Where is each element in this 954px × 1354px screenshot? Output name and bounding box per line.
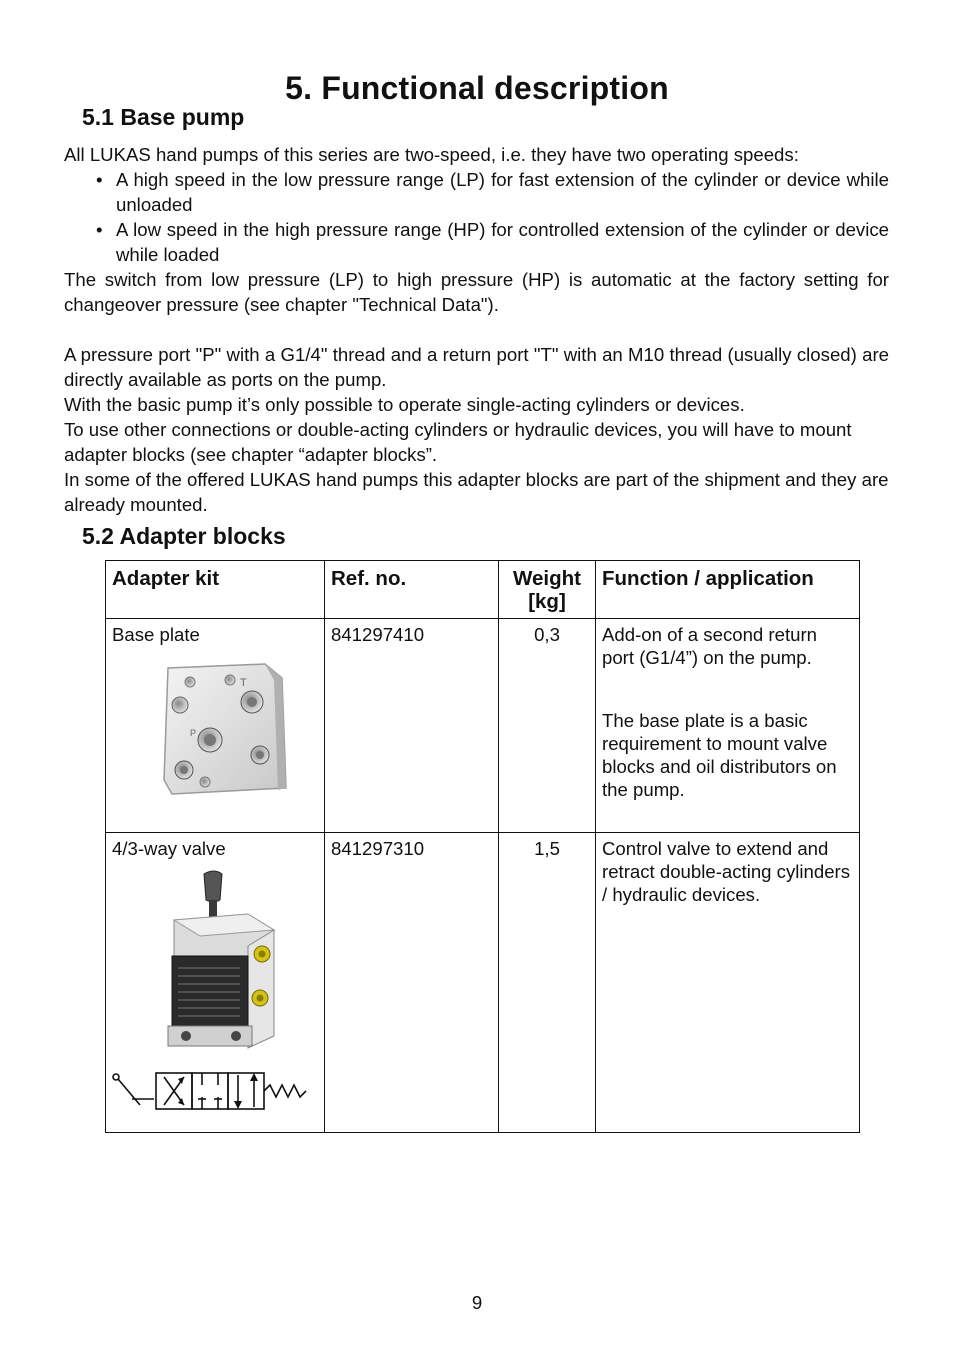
cell-function bbox=[596, 833, 860, 1133]
paragraph-changeover: The switch from low pressure (LP) to high pressure (HP) is automatic at the factory setting for changeover pressure (see chapter "Technical Data"). bbox=[64, 269, 889, 315]
section-title-adapter-blocks: 5.2 Adapter blocks bbox=[82, 523, 286, 549]
table-header-row bbox=[106, 561, 860, 619]
column-header-weight: Weight [kg] bbox=[499, 561, 596, 619]
port-label-p: P bbox=[190, 728, 197, 738]
cell-ref-no: 841297410 bbox=[325, 619, 499, 833]
column-header-ref-no: Ref. no. bbox=[325, 561, 499, 619]
function-text: Control valve to extend and retract double-acting cylinders / hydraulic devices. bbox=[602, 838, 851, 905]
cell-adapter-kit bbox=[106, 833, 325, 1133]
column-header-function: Function / application bbox=[596, 561, 860, 619]
kit-name: 4/3-way valve bbox=[112, 838, 226, 859]
cell-weight: 1,5 bbox=[499, 833, 596, 1133]
page-number: 9 bbox=[471, 1292, 483, 1313]
paragraph-adapter-blocks: To use other connections or double-acting cylinders or hydraulic devices, you will have to mount adapter blocks (see chapter “adapter blocks”. bbox=[64, 419, 852, 465]
adapter-table bbox=[105, 560, 860, 1133]
cell-adapter-kit bbox=[106, 619, 325, 833]
table-row bbox=[106, 833, 860, 1133]
cell-function bbox=[596, 619, 860, 833]
section-title-base-pump: 5.1 Base pump bbox=[82, 104, 245, 130]
cell-weight: 0,3 bbox=[499, 619, 596, 833]
intro-paragraph: All LUKAS hand pumps of this series are two-speed, i.e. they have two operating speeds: bbox=[64, 144, 799, 165]
base-plate-image bbox=[160, 660, 290, 800]
hydraulic-valve-symbol bbox=[112, 1069, 312, 1115]
table-row bbox=[106, 619, 860, 833]
port-label-t: T bbox=[240, 677, 247, 689]
bullet-text: A low speed in the high pressure range (HP) for controlled extension of the cylinder or device while loaded bbox=[116, 219, 889, 265]
column-header-adapter-kit: Adapter kit bbox=[106, 561, 325, 619]
bullet-text: A high speed in the low pressure range (LP) for fast extension of the cylinder or device while unloaded bbox=[116, 169, 889, 215]
function-text: The base plate is a basic requirement to mount valve blocks and oil distributors on the pump. bbox=[602, 710, 837, 800]
page-title: 5. Functional description bbox=[285, 70, 669, 106]
four-three-way-valve-image bbox=[156, 866, 286, 1051]
cell-ref-no: 841297310 bbox=[325, 833, 499, 1133]
paragraph-shipment: In some of the offered LUKAS hand pumps this adapter blocks are part of the shipment and they are already mounted. bbox=[64, 469, 889, 515]
kit-name: Base plate bbox=[112, 624, 200, 645]
paragraph-basic-pump: With the basic pump it’s only possible to operate single-acting cylinders or devices. bbox=[64, 394, 745, 415]
bullet-marker: • bbox=[96, 219, 103, 240]
paragraph-ports: A pressure port "P" with a G1/4" thread and a return port "T" with an M10 thread (usually closed) are directly available as ports on the pump. bbox=[64, 344, 889, 390]
bullet-marker: • bbox=[96, 169, 103, 190]
function-text: Add-on of a second return port (G1/4”) on the pump. bbox=[602, 624, 817, 668]
